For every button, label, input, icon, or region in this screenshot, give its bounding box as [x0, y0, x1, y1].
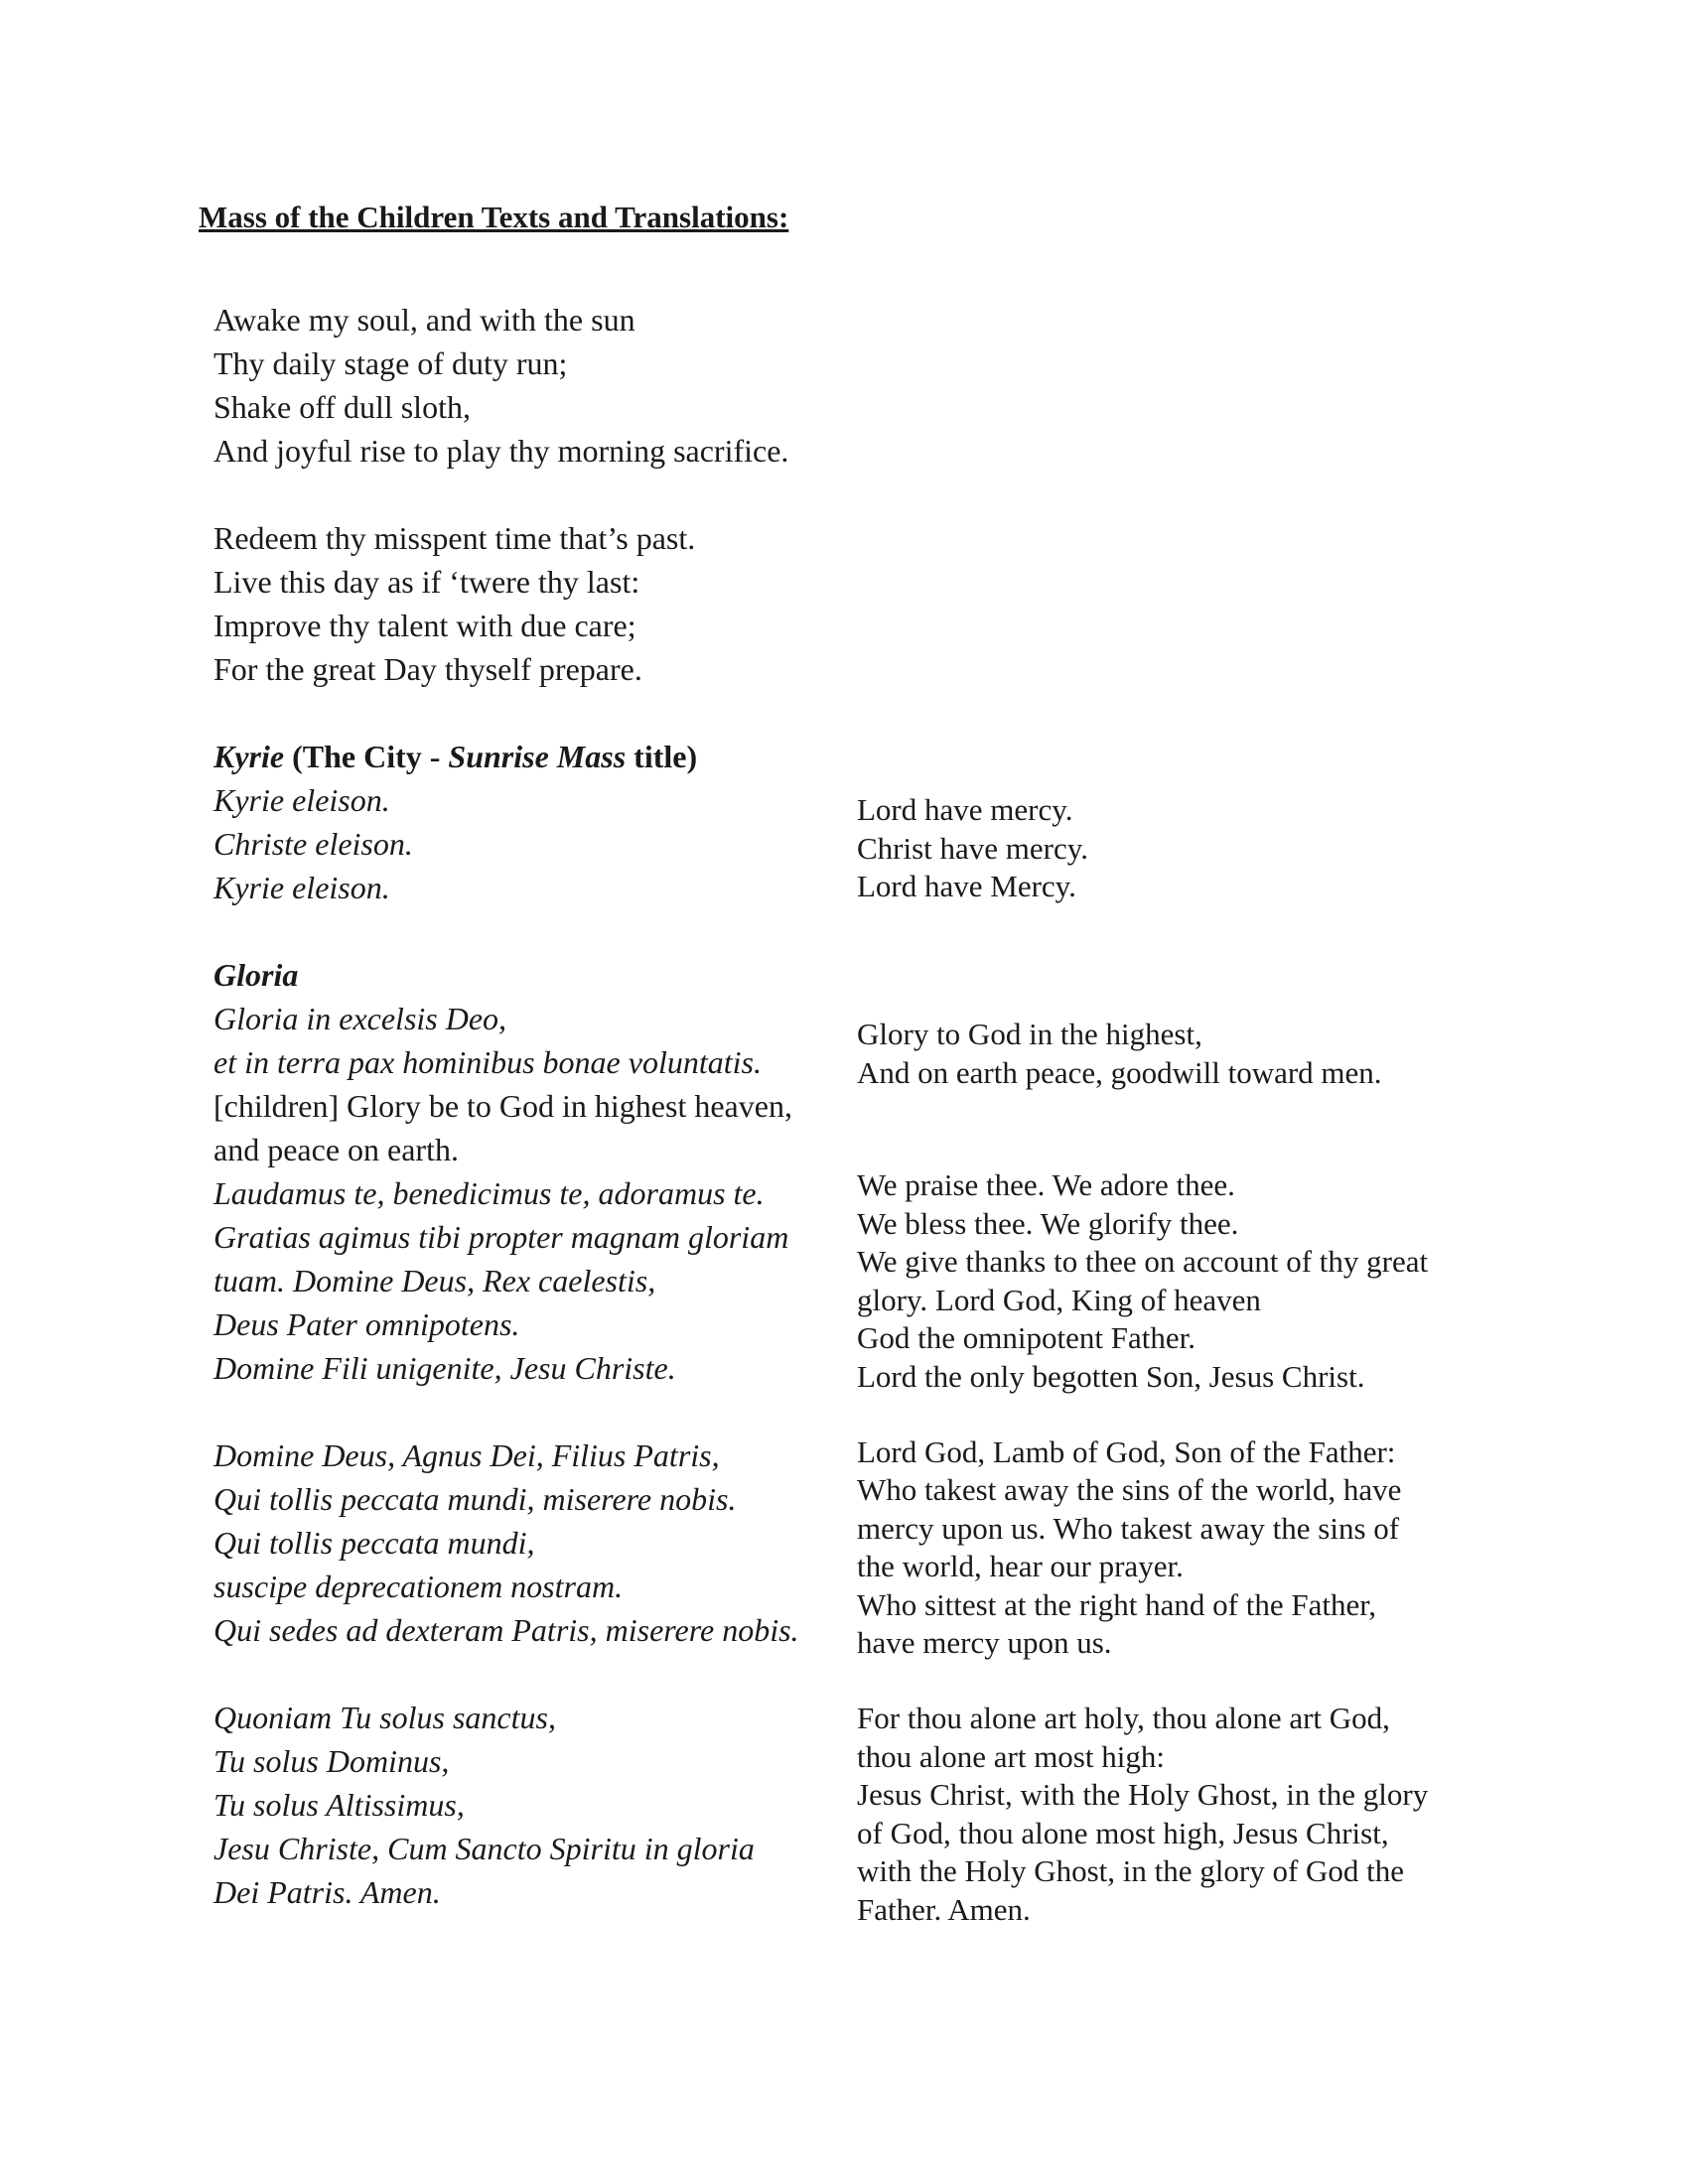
kyrie-english-line: Lord have mercy. — [857, 792, 1073, 827]
gloria-latin-line: tuam. Domine Deus, Rex caelestis, — [213, 1263, 656, 1298]
gloria-latin-line: Jesu Christe, Cum Sancto Spiritu in gloria — [213, 1831, 755, 1866]
gloria-latin-line: Domine Deus, Agnus Dei, Filius Patris, — [213, 1437, 720, 1473]
gloria-english-line: For thou alone art holy, thou alone art God, — [857, 1701, 1390, 1735]
gloria-latin-line: Qui tollis peccata mundi, miserere nobis. — [213, 1481, 737, 1517]
gloria-latin-line: Qui tollis peccata mundi, — [213, 1525, 535, 1561]
gloria-latin-line: et in terra pax hominibus bonae voluntatis. — [213, 1044, 762, 1080]
gloria-english-line: Lord the only begotten Son, Jesus Christ. — [857, 1359, 1365, 1394]
kyrie-latin-line: Kyrie eleison. — [213, 782, 390, 818]
hymn-line: Live this day as if ‘twere thy last: — [213, 564, 640, 600]
gloria-english-line: We bless thee. We glorify thee. — [857, 1206, 1239, 1241]
hymn-line: Thy daily stage of duty run; — [213, 345, 568, 381]
hymn-line: And joyful rise to play thy morning sacrifice. — [213, 433, 789, 469]
gloria-english-line: And on earth peace, goodwill toward men. — [857, 1055, 1382, 1090]
gloria-latin-line: Tu solus Altissimus, — [213, 1787, 465, 1823]
gloria-english-line: Who takest away the sins of the world, have — [857, 1472, 1402, 1507]
gloria-latin-line: Laudamus te, benedicimus te, adoramus te. — [213, 1175, 765, 1211]
gloria-latin-line: Deus Pater omnipotens. — [213, 1306, 520, 1342]
gloria-latin-line: Qui sedes ad dexteram Patris, miserere nobis. — [213, 1612, 799, 1648]
gloria-latin-line: Gratias agimus tibi propter magnam gloriam — [213, 1219, 789, 1255]
kyrie-heading-close: title) — [626, 739, 698, 774]
gloria-children-line: [children] Glory be to God in highest heaven, — [213, 1088, 792, 1124]
gloria-heading: Gloria — [213, 957, 299, 993]
kyrie-english-line: Christ have mercy. — [857, 831, 1088, 866]
gloria-english-line: Lord God, Lamb of God, Son of the Father: — [857, 1434, 1396, 1469]
kyrie-heading-title: Kyrie — [213, 739, 285, 774]
gloria-english-line: We give thanks to thee on account of thy great — [857, 1244, 1429, 1279]
gloria-latin-line: Tu solus Dominus, — [213, 1743, 450, 1779]
gloria-english-line: Jesus Christ, with the Holy Ghost, in the glory — [857, 1777, 1429, 1812]
gloria-english-line: Glory to God in the highest, — [857, 1017, 1202, 1051]
kyrie-latin-line: Christe eleison. — [213, 826, 413, 862]
hymn-line: Shake off dull sloth, — [213, 389, 471, 425]
hymn-line: Redeem thy misspent time that’s past. — [213, 520, 696, 556]
gloria-english-line: glory. Lord God, King of heaven — [857, 1283, 1261, 1317]
kyrie-heading — [213, 741, 697, 772]
hymn-line: Awake my soul, and with the sun — [213, 302, 635, 338]
document-title: Mass of the Children Texts and Translations: — [199, 200, 789, 234]
gloria-english-line: the world, hear our prayer. — [857, 1549, 1184, 1583]
gloria-latin-line: Domine Fili unigenite, Jesu Christe. — [213, 1350, 676, 1386]
gloria-english-line: of God, thou alone most high, Jesus Christ, — [857, 1816, 1389, 1850]
gloria-english-line: mercy upon us. Who takest away the sins of — [857, 1511, 1400, 1546]
gloria-english-line: thou alone art most high: — [857, 1739, 1165, 1774]
gloria-english-line: Who sittest at the right hand of the Father, — [857, 1587, 1377, 1622]
gloria-english-line: We praise thee. We adore thee. — [857, 1167, 1235, 1202]
hymn-line: For the great Day thyself prepare. — [213, 651, 642, 687]
hymn-line: Improve thy talent with due care; — [213, 608, 636, 643]
kyrie-heading-work: Sunrise Mass — [448, 739, 627, 774]
gloria-latin-line: Gloria in excelsis Deo, — [213, 1001, 507, 1036]
kyrie-heading-open: (The City - — [292, 739, 449, 774]
kyrie-latin-line: Kyrie eleison. — [213, 870, 390, 905]
gloria-children-line: and peace on earth. — [213, 1132, 459, 1167]
gloria-english-line: have mercy upon us. — [857, 1625, 1112, 1660]
gloria-english-line: God the omnipotent Father. — [857, 1320, 1196, 1355]
gloria-latin-line: Dei Patris. Amen. — [213, 1874, 441, 1910]
gloria-english-line: Father. Amen. — [857, 1892, 1031, 1927]
kyrie-english-line: Lord have Mercy. — [857, 869, 1076, 903]
gloria-latin-line: suscipe deprecationem nostram. — [213, 1569, 624, 1604]
gloria-latin-line: Quoniam Tu solus sanctus, — [213, 1700, 556, 1735]
gloria-english-line: with the Holy Ghost, in the glory of God the — [857, 1853, 1405, 1888]
